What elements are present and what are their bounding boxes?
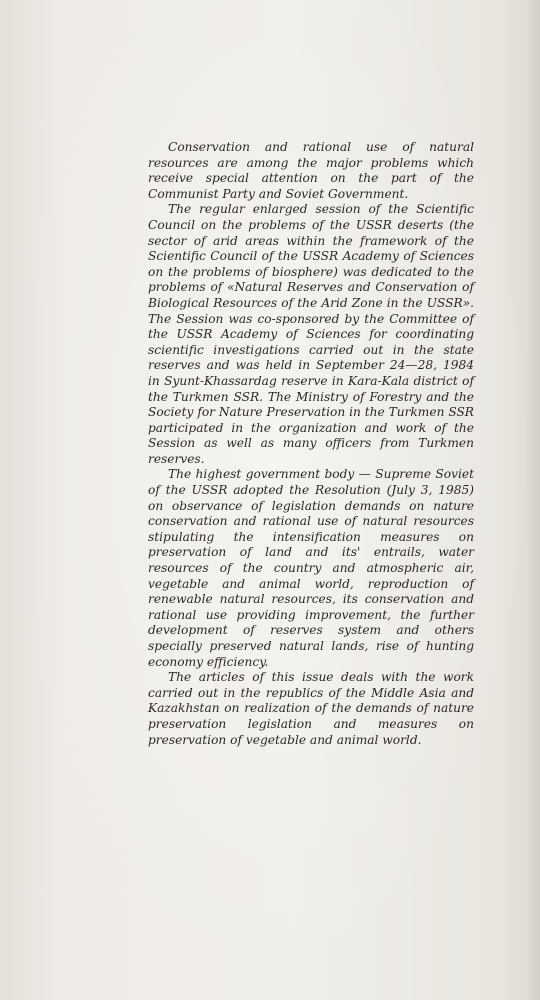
paragraph-session: The regular enlarged session of the Scientific Council on the problems of the USSR deserts (the sector of arid areas within the framework of the Scientific Council of the USSR Academy of Sciences on the problems of biosphere) was dedicated to the problems of «Natural Reserves and Conservation of Biological Resources of the Arid Zone in the USSR». The Session was co-sponsored by the Committee of the USSR Academy of Sciences for coordinating scientific investigations carried out in the state reserves and was held in September 24—28, 1984 in Syunt-Khassardag reserve in Kara-Kala district of the Turkmen SSR. The Ministry of Forestry and the Society for Nature Preservation in the Turkmen SSR participated in the organization and work of the Session as well as many officers from Turkmen reserves. [148, 202, 474, 466]
body-text [148, 140, 474, 748]
paragraph-articles: The articles of this issue deals with the work carried out in the republics of the Middle Asia and Kazakhstan on realization of the demands of nature preservation legislation and measures on preservation of vegetable and animal world. [148, 670, 474, 747]
paragraph-resolution: The highest government body — Supreme Soviet of the USSR adopted the Resolution (July 3, 1985) on observance of legislation demands on nature conservation and rational use of natural resources stipulating the intensification measures on preservation of land and its' entrails, water resources of the country and atmospheric air, vegetable and animal world, reproduction of renewable natural resources, its conservation and rational use providing improvement, the further development of reserves system and others specially preserved natural lands, rise of hunting economy efficiency. [148, 467, 474, 669]
paragraph-conservation: Conservation and rational use of natural resources are among the major problems which receive special attention on the part of the Communist Party and Soviet Government. [148, 140, 474, 201]
